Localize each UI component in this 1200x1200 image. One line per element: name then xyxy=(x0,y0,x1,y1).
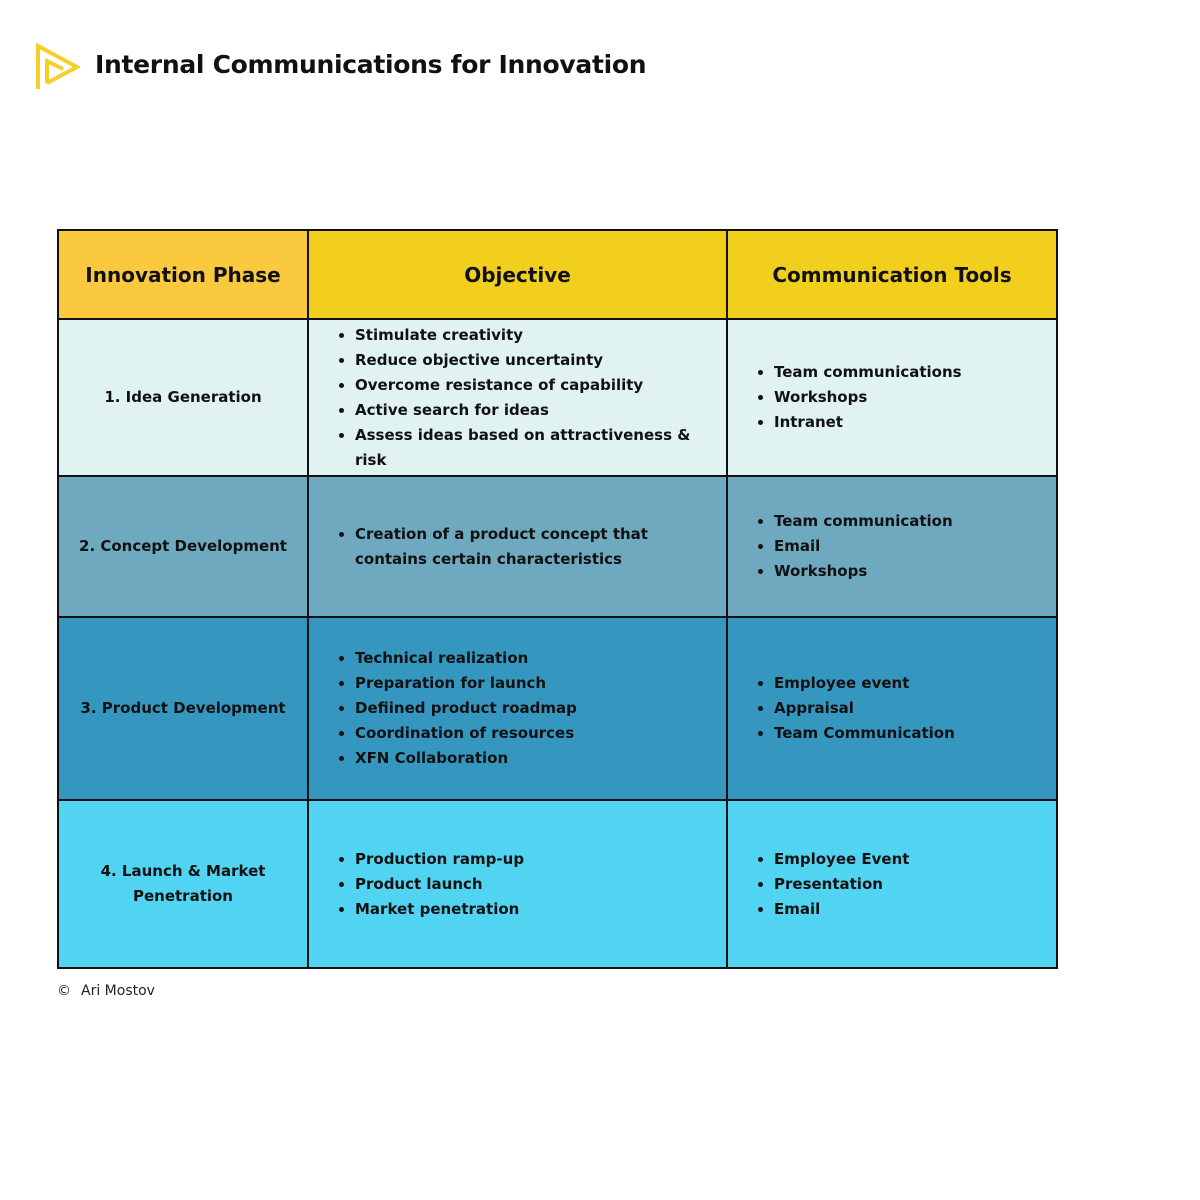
objective-cell xyxy=(308,476,727,617)
objective-cell xyxy=(308,617,727,800)
tools-list xyxy=(728,360,1056,435)
table-row xyxy=(58,800,1057,968)
phase-cell: 1. Idea Generation xyxy=(58,319,308,476)
tools-cell xyxy=(727,319,1057,476)
tool-item: • Presentation xyxy=(774,872,1042,897)
phase-cell: 4. Launch & Market Penetration xyxy=(58,800,308,968)
tools-list xyxy=(728,847,1056,922)
objective-cell xyxy=(308,319,727,476)
tool-item: • Email xyxy=(774,897,1042,922)
tools-cell xyxy=(727,800,1057,968)
objective-list xyxy=(309,847,726,922)
objective-list xyxy=(309,646,726,771)
column-header-phase: Innovation Phase xyxy=(58,230,308,319)
tool-item: • Appraisal xyxy=(774,696,1042,721)
tool-item: • Team communication xyxy=(774,509,1042,534)
objective-item: • Technical realization xyxy=(355,646,712,671)
column-header-tools: Communication Tools xyxy=(727,230,1057,319)
objective-item: • Product launch xyxy=(355,872,712,897)
objective-list xyxy=(309,323,726,473)
table-row xyxy=(58,617,1057,800)
tools-list xyxy=(728,671,1056,746)
phase-cell: 2. Concept Development xyxy=(58,476,308,617)
copyright-icon: © xyxy=(57,983,71,999)
innovation-communications-table xyxy=(57,229,1058,969)
objective-list xyxy=(309,522,726,572)
tool-item: • Email xyxy=(774,534,1042,559)
tools-list xyxy=(728,509,1056,584)
tools-cell xyxy=(727,617,1057,800)
table-row xyxy=(58,319,1057,476)
tools-cell xyxy=(727,476,1057,617)
objective-item: • XFN Collaboration xyxy=(355,746,712,771)
tool-item: • Workshops xyxy=(774,559,1042,584)
objective-item: • Production ramp-up xyxy=(355,847,712,872)
play-triangle-logo-icon xyxy=(34,42,80,92)
column-header-objective: Objective xyxy=(308,230,727,319)
objective-item: • Reduce objective uncertainty xyxy=(355,348,712,373)
objective-item: • Assess ideas based on attractiveness & risk xyxy=(355,423,712,473)
tool-item: • Team communications xyxy=(774,360,1042,385)
objective-item: • Defiined product roadmap xyxy=(355,696,712,721)
table-header-row xyxy=(58,230,1057,319)
tool-item: • Employee Event xyxy=(774,847,1042,872)
copyright-notice xyxy=(57,983,155,999)
phase-cell: 3. Product Development xyxy=(58,617,308,800)
tool-item: • Intranet xyxy=(774,410,1042,435)
tool-item: • Workshops xyxy=(774,385,1042,410)
objective-item: • Active search for ideas xyxy=(355,398,712,423)
objective-item: • Overcome resistance of capability xyxy=(355,373,712,398)
objective-item: • Coordination of resources xyxy=(355,721,712,746)
objective-item: • Preparation for launch xyxy=(355,671,712,696)
objective-item: • Market penetration xyxy=(355,897,712,922)
tool-item: • Team Communication xyxy=(774,721,1042,746)
page-title: Internal Communications for Innovation xyxy=(95,50,647,79)
tool-item: • Employee event xyxy=(774,671,1042,696)
objective-cell xyxy=(308,800,727,968)
objective-item: • Creation of a product concept that contains certain characteristics xyxy=(355,522,712,572)
table-row xyxy=(58,476,1057,617)
author-name: Ari Mostov xyxy=(81,983,155,999)
objective-item: • Stimulate creativity xyxy=(355,323,712,348)
